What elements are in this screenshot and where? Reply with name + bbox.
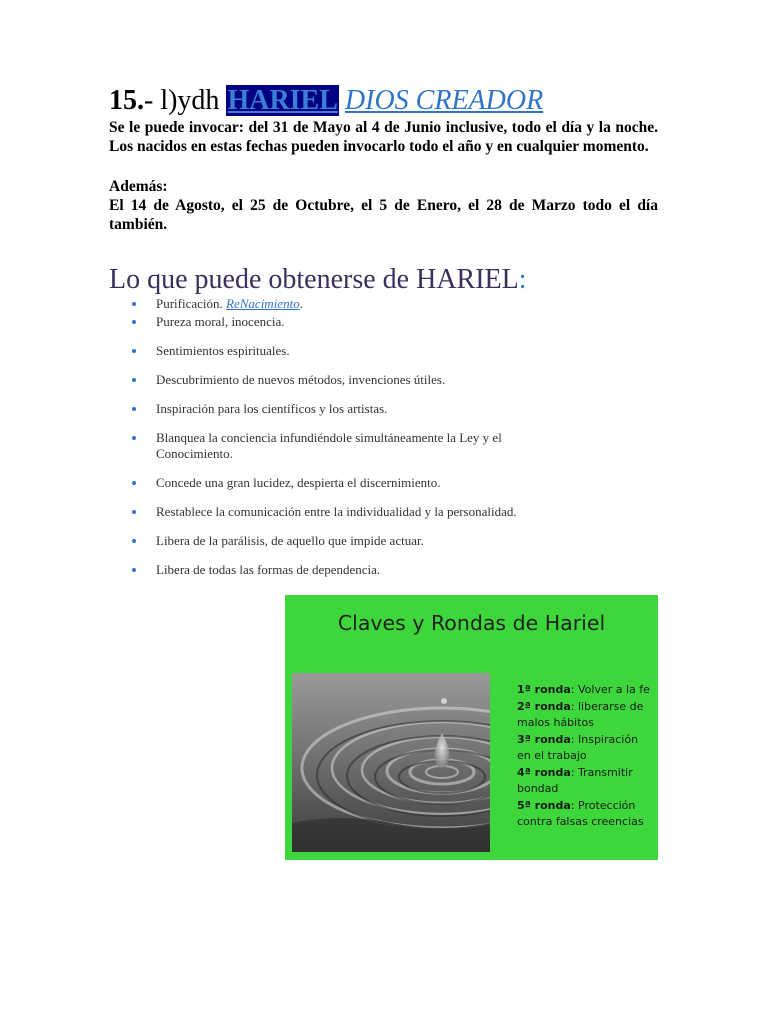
ronda-text: : Transmitir bondad <box>517 765 633 795</box>
list-item <box>156 296 576 312</box>
bullet-icon <box>132 407 136 411</box>
list-item <box>156 430 576 462</box>
list-item <box>156 372 576 388</box>
list-item-text: . <box>299 296 303 311</box>
bullet-icon <box>132 436 136 440</box>
invocation-paragraph: Se le puede invocar: del 31 de Mayo al 4 de Junio inclusive, todo el día y la noche. Los nacidos en estas fechas pueden invocarlo todo el año y en cualquier momento. <box>109 119 658 155</box>
bullet-icon <box>132 378 136 382</box>
list-item-text: Libera de la parálisis, de aquello que impide actuar. <box>156 533 424 548</box>
ronda-label: 2ª ronda <box>517 699 571 713</box>
list-item-text: Pureza moral, inocencia. <box>156 314 285 329</box>
dates-paragraph: El 14 de Agosto, el 25 de Octubre, el 5 de Enero, el 28 de Marzo todo el día también. <box>109 197 658 233</box>
section-number: 15. <box>109 85 144 116</box>
list-item-text: Descubrimiento de nuevos métodos, invenciones útiles. <box>156 372 446 387</box>
bullet-icon <box>132 302 136 306</box>
card-title: Claves y Rondas de Hariel <box>337 611 606 635</box>
claves-rondas-card <box>285 595 658 860</box>
list-item <box>156 533 576 549</box>
ronda-item <box>517 682 652 699</box>
ademas-label: Además: <box>109 178 168 195</box>
list-item-text: Concede una gran lucidez, despierta el discernimiento. <box>156 475 441 490</box>
benefits-heading-text: Lo que puede obtenerse de HARIEL <box>109 264 519 295</box>
section-heading <box>109 84 543 118</box>
bullet-icon <box>132 510 136 514</box>
ronda-item <box>517 732 652 765</box>
renacimiento-link[interactable]: ReNacimiento <box>226 296 300 311</box>
bullet-icon <box>132 568 136 572</box>
bullet-icon <box>132 539 136 543</box>
angel-name-link[interactable]: HARIEL <box>227 85 338 116</box>
list-item-text: Blanquea la conciencia infundiéndole simultáneamente la Ley y el Conocimiento. <box>156 430 502 461</box>
benefits-heading-colon: : <box>518 264 527 295</box>
rondas-list <box>517 682 652 831</box>
list-item <box>156 401 576 417</box>
ronda-item <box>517 699 652 732</box>
benefits-heading <box>109 263 527 297</box>
ronda-label: 3ª ronda <box>517 732 571 746</box>
ronda-text: : Inspiración en el trabajo <box>517 732 639 762</box>
ronda-text: : liberarse de malos hábitos <box>517 699 644 729</box>
list-item-text: Libera de todas las formas de dependencia. <box>156 562 381 577</box>
list-item <box>156 504 596 520</box>
list-item-text: Inspiración para los científicos y los artistas. <box>156 401 388 416</box>
heading-separator: - l)ydh <box>144 85 227 116</box>
list-item <box>156 562 576 578</box>
bullet-icon <box>132 349 136 353</box>
ronda-item <box>517 798 652 831</box>
bullet-icon <box>132 320 136 324</box>
bullet-icon <box>132 481 136 485</box>
ronda-text: : Volver a la fe <box>570 683 650 696</box>
ronda-item <box>517 765 652 798</box>
list-item <box>156 314 576 330</box>
list-item-text: Purificación. <box>156 296 227 311</box>
list-item-text: Restablece la comunicación entre la individualidad y la personalidad. <box>156 504 517 519</box>
ronda-label: 1ª ronda <box>517 683 571 696</box>
angel-title-link[interactable]: DIOS CREADOR <box>344 85 544 116</box>
list-item-text: Sentimientos espirituales. <box>156 343 290 358</box>
ronda-label: 5ª ronda <box>517 798 571 812</box>
ronda-label: 4ª ronda <box>517 765 571 779</box>
list-item <box>156 475 576 491</box>
ronda-text: : Protección contra falsas creencias <box>517 798 644 828</box>
water-drop-image <box>292 673 490 852</box>
list-item <box>156 343 576 359</box>
